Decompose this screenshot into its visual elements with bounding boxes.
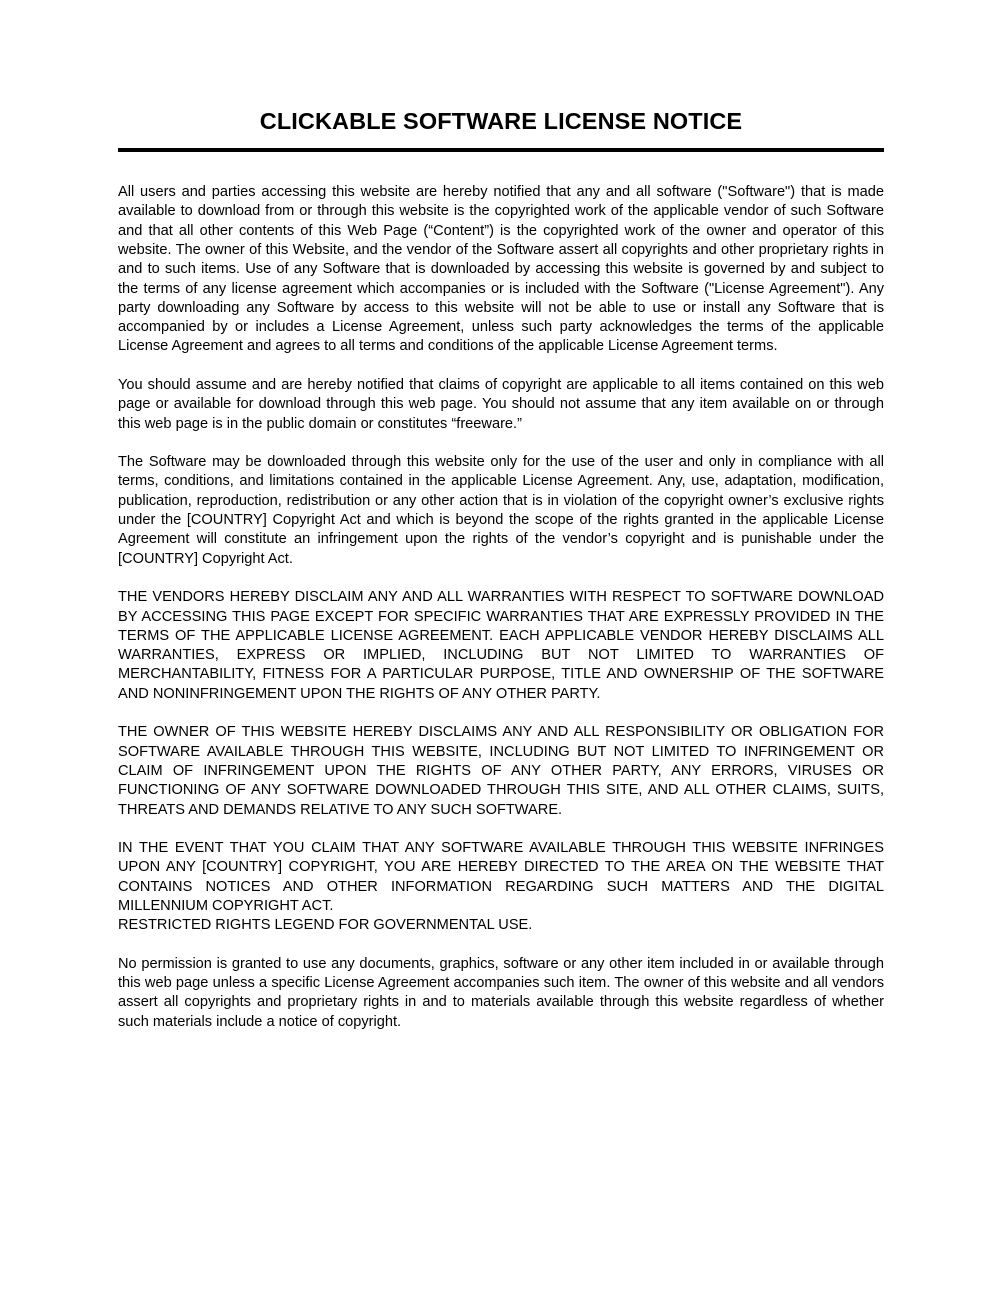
paragraph-owner-responsibility-disclaimer: THE OWNER OF THIS WEBSITE HEREBY DISCLAIMS ANY AND ALL RESPONSIBILITY OR OBLIGATION FOR SOFTWARE AVAILABLE THROUGH THIS WEBSITE, INCLUDING BUT NOT LIMITED TO INFRINGEMENT OR CLAIM OF INFRINGEMENT UPON THE RIGHTS OF ANY OTHER PARTY, ANY ERRORS, VIRUSES OR FUNCTIONING OF ANY SOFTWARE DOWNLOADED THROUGH THIS SITE, AND ALL OTHER CLAIMS, SUITS, THREATS AND DEMANDS RELATIVE TO ANY SUCH SOFTWARE. [118, 724, 884, 818]
paragraph-restricted-rights-legend: RESTRICTED RIGHTS LEGEND FOR GOVERNMENTAL USE. [118, 917, 533, 934]
paragraph-infringement-claim-procedure: IN THE EVENT THAT YOU CLAIM THAT ANY SOFTWARE AVAILABLE THROUGH THIS WEBSITE INFRINGES UPON ANY [COUNTRY] COPYRIGHT, YOU ARE HEREBY DIRECTED TO THE AREA ON THE WEBSITE THAT CONTAINS NOTICES AND OTHER INFORMATION REGARDING SUCH MATTERS AND THE DIGITAL MILLENNIUM COPYRIGHT ACT. [118, 840, 884, 914]
document-body [118, 0, 884, 1032]
notice-text-block [118, 152, 884, 1032]
paragraph-no-permission-granted: No permission is granted to use any documents, graphics, software or any other item included in or available through this web page unless a specific License Agreement accompanies such item. The owner of this website and all vendors assert all copyrights and proprietary rights in and to materials available through this website regardless of whether such materials include a notice of copyright. [118, 955, 884, 1030]
paragraph-copyright-assumption: You should assume and are hereby notified that claims of copyright are applicable to all items contained on this web page or available for download through this web page. You should not assume that any item available on or through this web page is in the public domain or constitutes “freeware.” [118, 376, 884, 432]
page-title: CLICKABLE SOFTWARE LICENSE NOTICE [259, 108, 743, 134]
paragraph-download-conditions: The Software may be downloaded through this website only for the use of the user and only in compliance with all terms, conditions, and limitations contained in the applicable License Agreement. Any, use, adaptation, modification, publication, reproduction, redistribution or any other action that is in violation of the copyright owner’s exclusive rights under the [COUNTRY] Copyright Act and which is beyond the scope of the rights granted in the applicable License Agreement will constitute an infringement upon the rights of the vendor’s copyright and is punishable under the [COUNTRY] Copyright Act. [118, 454, 884, 567]
paragraph-intro-copyright-notice: All users and parties accessing this website are hereby notified that any and all software ("Software") that is made available to download from or through this website is the copyrighted work of the applicable vendor of such Software and that all other contents of this Web Page (“Content”) is the copyrighted work of the owner and operator of this website. The owner of this Website, and the vendor of the Software assert all copyrights and other proprietary rights in and to such items. Use of any Software that is downloaded by accessing this website is governed by and subject to the terms of any license agreement which accompanies or is included with the Software ("License Agreement"). Any party downloading any Software by access to this website will not be able to use or install any Software that is accompanied by or includes a License Agreement, unless such party acknowledges the terms of the applicable License Agreement and agrees to all terms and conditions of the applicable License Agreement terms. [118, 184, 884, 355]
paragraph-vendor-warranty-disclaimer: THE VENDORS HEREBY DISCLAIM ANY AND ALL WARRANTIES WITH RESPECT TO SOFTWARE DOWNLOAD BY ACCESSING THIS PAGE EXCEPT FOR SPECIFIC WARRANTIES THAT ARE EXPRESSLY PROVIDED IN THE TERMS OF THE APPLICABLE LICENSE AGREEMENT. EACH APPLICABLE VENDOR HEREBY DISCLAIMS ALL WARRANTIES, EXPRESS OR IMPLIED, INCLUDING BUT NOT LIMITED TO WARRANTIES OF MERCHANTABILITY, FITNESS FOR A PARTICULAR PURPOSE, TITLE AND OWNERSHIP OF THE SOFTWARE AND NONINFRINGEMENT UPON THE RIGHTS OF ANY OTHER PARTY. [118, 589, 884, 702]
